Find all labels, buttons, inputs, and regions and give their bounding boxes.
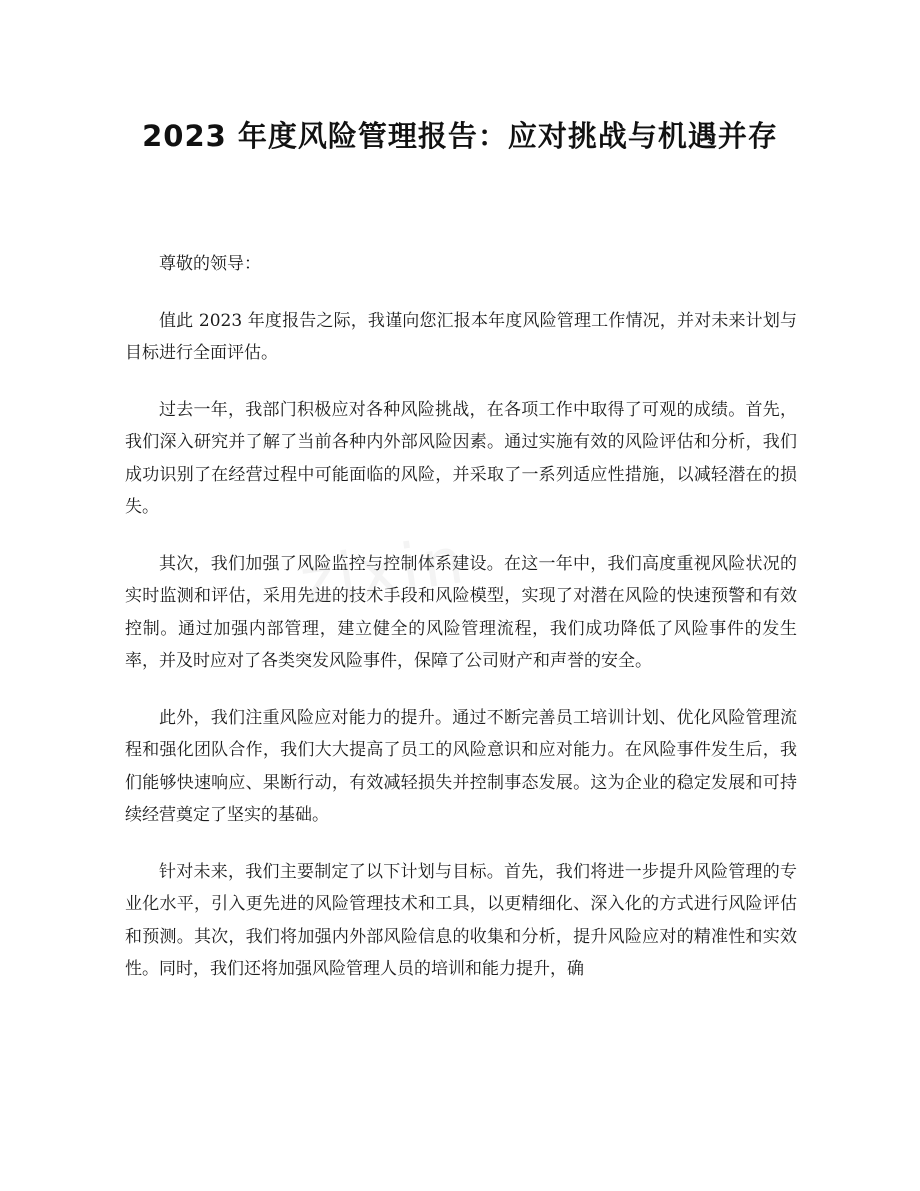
monitoring-paragraph: 其次，我们加强了风险监控与控制体系建设。在这一年中，我们高度重视风险状况的实时监测和评估，采用先进的技术手段和风险模型，实现了对潜在风险的快速预警和有效控制。通过加强内部管理，建立健全的风险管理流程，我们成功降低了风险事件的发生率，并及时应对了各类突发风险事件，保障了公司财产和声誉的安全。: [125, 553, 797, 671]
salutation-paragraph: 尊敬的领导：: [159, 254, 261, 274]
watermark: zixin: [295, 523, 472, 621]
future-plans-paragraph: 针对未来，我们主要制定了以下计划与目标。首先，我们将进一步提升风险管理的专业化水平，引入更先进的风险管理技术和工具，以更精细化、深入化的方式进行风险评估和预测。其次，我们将加强内外部风险信息的收集和分析，提升风险应对的精准性和实效性。同时，我们还将加强风险管理人员的培训和能力提升，确: [125, 861, 797, 979]
capability-paragraph: 此外，我们注重风险应对能力的提升。通过不断完善员工培训计划、优化风险管理流程和强化团队合作，我们大大提高了员工的风险意识和应对能力。在风险事件发生后，我们能够快速响应、果断行动，有效减轻损失并控制事态发展。这为企业的稳定发展和可持续经营奠定了坚实的基础。: [125, 707, 797, 825]
document-body: [125, 248, 797, 1010]
achievements-paragraph: 过去一年，我部门积极应对各种风险挑战，在各项工作中取得了可观的成绩。首先，我们深入研究并了解了当前各种内外部风险因素。通过实施有效的风险评估和分析，我们成功识别了在经营过程中可能面临的风险，并采取了一系列适应性措施，以减轻潜在的损失。: [125, 399, 797, 517]
intro-paragraph: 值此 2023 年度报告之际，我谨向您汇报本年度风险管理工作情况，并对未来计划与目标进行全面评估。: [125, 310, 797, 363]
document-title: 2023 年度风险管理报告：应对挑战与机遇并存: [142, 119, 778, 153]
